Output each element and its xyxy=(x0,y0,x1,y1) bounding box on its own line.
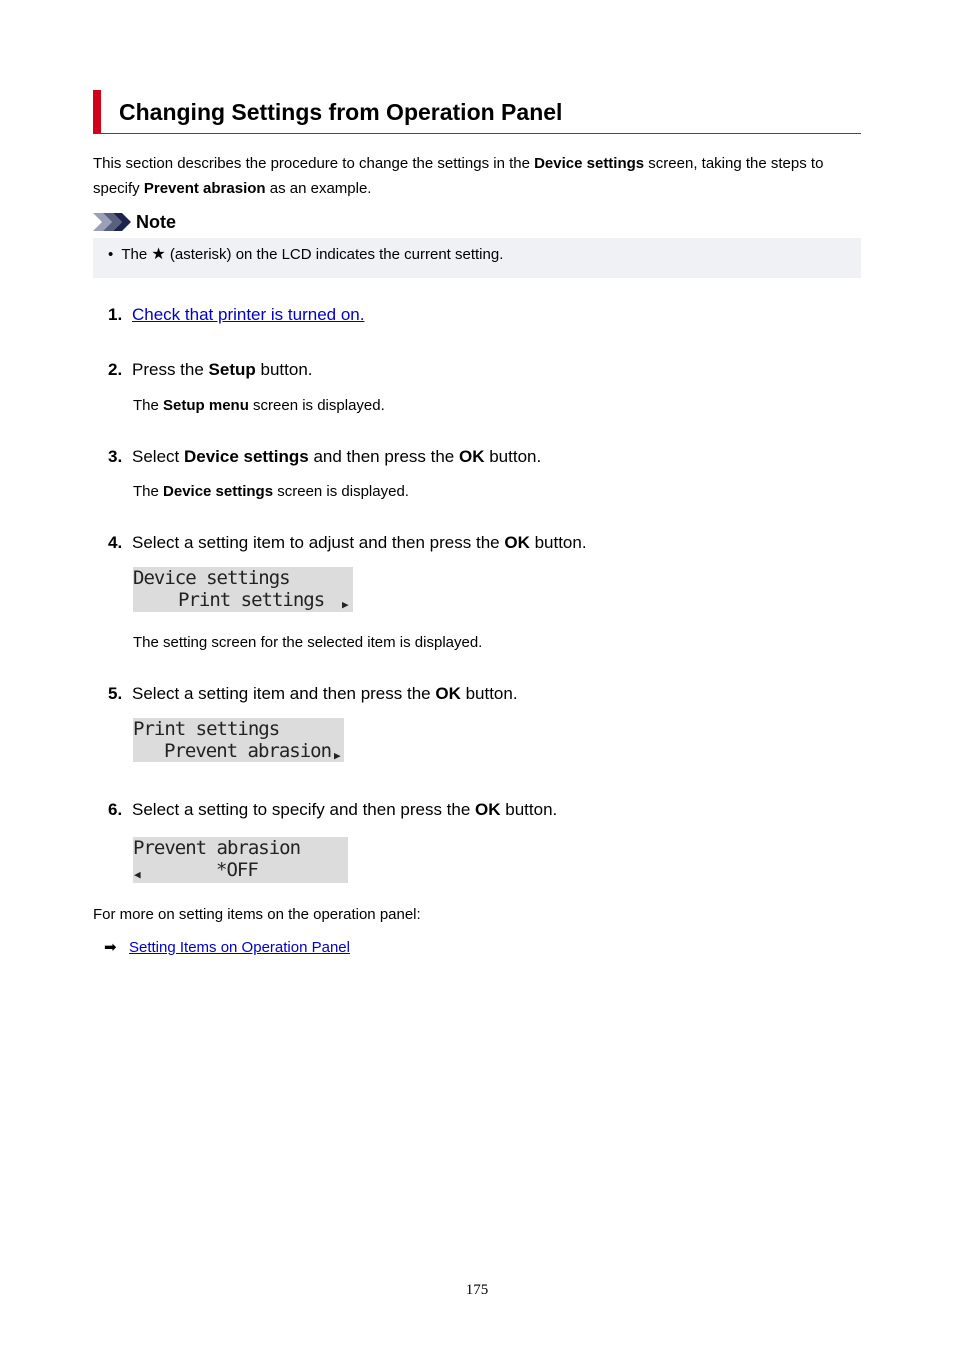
step-number: 1. xyxy=(108,305,123,324)
step-text: button. xyxy=(484,447,542,466)
lcd-line-2: *OFF xyxy=(216,859,258,881)
more-info-text: For more on setting items on the operation panel: xyxy=(93,906,421,923)
note-text-before: The xyxy=(121,246,152,263)
step-5 xyxy=(108,684,518,704)
step-number: 3. xyxy=(108,447,123,466)
arrow-right-icon: ➡ xyxy=(104,939,117,956)
step-4 xyxy=(108,533,587,553)
step-2 xyxy=(108,360,313,380)
intro-paragraph xyxy=(93,151,863,201)
step-text: button. xyxy=(500,800,558,819)
lcd-line-2: Prevent abrasion xyxy=(164,740,332,762)
step-number: 4. xyxy=(108,533,123,552)
setting-items-link[interactable]: Setting Items on Operation Panel xyxy=(129,939,350,956)
step-text: button. xyxy=(255,360,313,379)
step-text: button. xyxy=(529,533,587,552)
sub-bold: Setup menu xyxy=(163,397,249,414)
page-title: Changing Settings from Operation Panel xyxy=(119,99,563,125)
intro-text-2: screen, taking the steps to specify xyxy=(93,155,824,197)
lcd-right-arrow-icon: ▶ xyxy=(334,749,340,762)
step-3 xyxy=(108,447,541,467)
step-number: 6. xyxy=(108,800,123,819)
step-6 xyxy=(108,800,557,820)
step-bold: OK xyxy=(475,800,501,819)
page-number: 175 xyxy=(465,1282,489,1298)
note-item xyxy=(108,244,503,264)
step-text: Select a setting to specify and then press the xyxy=(132,800,476,819)
lcd-line-1: Prevent abrasion xyxy=(133,837,301,859)
step-text: button. xyxy=(460,684,518,703)
intro-bold-device-settings: Device settings xyxy=(534,155,645,172)
lcd-line-2: Print settings xyxy=(178,589,325,611)
sub-text: screen is displayed. xyxy=(273,483,409,500)
note-chevrons-icon xyxy=(93,213,131,231)
step-bold: OK xyxy=(504,533,530,552)
note-text-after: (asterisk) on the LCD indicates the current setting. xyxy=(165,246,504,263)
step-text: Press the xyxy=(132,360,209,379)
sub-bold: Device settings xyxy=(163,483,274,500)
title-accent-bar xyxy=(93,90,101,133)
reference-link-row xyxy=(104,938,350,956)
lcd-left-arrow-icon: ◀ xyxy=(134,868,140,881)
step-3-result xyxy=(133,483,409,500)
intro-text-1: This section describes the procedure to change the settings in the xyxy=(93,155,535,172)
intro-text-3: as an example. xyxy=(265,180,372,197)
step-2-result xyxy=(133,397,385,414)
star-icon: ★ xyxy=(151,246,166,263)
lcd-line-1: Print settings xyxy=(133,718,280,740)
step-bold: Device settings xyxy=(183,447,309,466)
step-number: 5. xyxy=(108,684,123,703)
intro-bold-prevent-abrasion: Prevent abrasion xyxy=(143,180,266,197)
note-label: Note xyxy=(136,212,176,232)
lcd-screen-print-settings xyxy=(133,718,344,762)
step-bold: OK xyxy=(459,447,485,466)
lcd-line-1: Device settings xyxy=(133,567,290,589)
sub-text: The xyxy=(133,397,164,414)
step-text: Select xyxy=(132,447,184,466)
step-1 xyxy=(108,305,364,325)
step-text: and then press the xyxy=(308,447,459,466)
sub-text: screen is displayed. xyxy=(248,397,385,414)
lcd-screen-prevent-abrasion xyxy=(133,837,348,883)
step-number: 2. xyxy=(108,360,123,379)
sub-text: The xyxy=(133,483,164,500)
check-printer-on-link[interactable]: Check that printer is turned on. xyxy=(132,305,365,324)
step-text: Select a setting item to adjust and then press the xyxy=(132,533,505,552)
lcd-screen-device-settings xyxy=(133,567,353,612)
note-box xyxy=(93,238,861,278)
page-title-bar xyxy=(93,90,861,134)
lcd-right-arrow-icon: ▶ xyxy=(342,598,348,611)
step-4-result: The setting screen for the selected item is displayed. xyxy=(133,634,483,651)
step-bold: OK xyxy=(435,684,461,703)
note-bullet: • xyxy=(108,246,114,263)
step-bold: Setup xyxy=(208,360,256,379)
step-text: Select a setting item and then press the xyxy=(132,684,436,703)
